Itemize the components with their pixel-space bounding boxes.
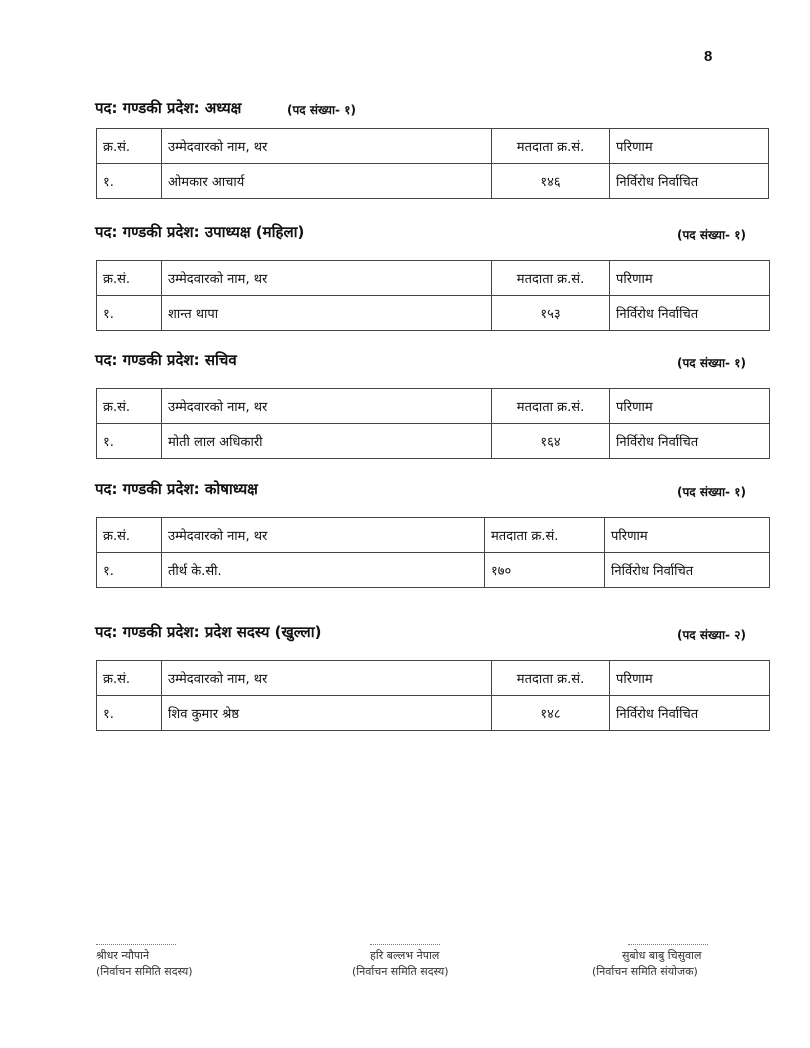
table-header-row [97,661,770,696]
cell-voter-no: १५३ [492,296,610,331]
header-result: परिणाम [610,129,769,164]
cell-voter-no: १४६ [492,164,610,199]
table-row [97,424,770,459]
section-title: पद: गण्डकी प्रदेश: अध्यक्ष [95,99,242,117]
section-title: पद: गण्डकी प्रदेश: कोषाध्यक्ष [95,480,258,498]
signature-member-2 [352,944,449,980]
header-voter-no: मतदाता क्र.सं. [492,261,610,296]
page-number: 8 [704,48,713,65]
header-name: उम्मेदवारको नाम, थर [162,661,492,696]
cell-serial: १. [97,424,162,459]
result-table [96,260,770,331]
result-table [96,388,770,459]
cell-voter-no: १६४ [492,424,610,459]
header-name: उम्मेदवारको नाम, थर [162,518,485,553]
post-count: (पद संख्या- १) [677,485,746,499]
cell-result: निर्विरोध निर्वाचित [610,296,770,331]
header-name: उम्मेदवारको नाम, थर [162,261,492,296]
header-result: परिणाम [610,661,770,696]
header-voter-no: मतदाता क्र.सं. [485,518,605,553]
header-voter-no: मतदाता क्र.सं. [492,389,610,424]
cell-serial: १. [97,296,162,331]
cell-serial: १. [97,553,162,588]
header-name: उम्मेदवारको नाम, थर [162,389,492,424]
table-header-row [97,129,769,164]
signatory-name: सुबोध बाबु चिसुवाल [622,949,702,962]
section-title: पद: गण्डकी प्रदेश: उपाध्यक्ष (महिला) [95,223,305,241]
header-result: परिणाम [610,261,770,296]
post-count: (पद संख्या- १) [677,228,746,242]
header-name: उम्मेदवारको नाम, थर [162,129,492,164]
section-title: पद: गण्डकी प्रदेश: प्रदेश सदस्य (खुल्ला) [95,623,322,641]
header-serial: क्र.सं. [97,389,162,424]
signature-line [370,944,440,946]
header-serial: क्र.सं. [97,661,162,696]
cell-serial: १. [97,696,162,731]
cell-serial: १. [97,164,162,199]
result-table [96,517,770,588]
signatory-role: (निर्वाचन समिति सदस्य) [352,965,449,978]
table-header-row [97,389,770,424]
table-row [97,553,770,588]
table-row [97,696,770,731]
signature-member-1 [96,944,193,980]
signature-line [628,944,708,946]
cell-name: मोती लाल अधिकारी [162,424,492,459]
cell-result: निर्विरोध निर्वाचित [610,164,769,199]
header-serial: क्र.सं. [97,261,162,296]
cell-result: निर्विरोध निर्वाचित [610,696,770,731]
cell-result: निर्विरोध निर्वाचित [610,424,770,459]
table-row [97,296,770,331]
cell-name: तीर्थ के.सी. [162,553,485,588]
table-row [97,164,769,199]
post-count: (पद संख्या- १) [677,356,746,370]
cell-voter-no: १४८ [492,696,610,731]
cell-name: ओमकार आचार्य [162,164,492,199]
table-header-row [97,261,770,296]
signatory-role: (निर्वाचन समिति संयोजक) [592,965,698,978]
post-count: (पद संख्या- १) [287,103,356,117]
cell-result: निर्विरोध निर्वाचित [605,553,770,588]
header-serial: क्र.सं. [97,129,162,164]
signature-line [96,944,176,946]
header-result: परिणाम [605,518,770,553]
result-table [96,128,769,199]
header-voter-no: मतदाता क्र.सं. [492,129,610,164]
header-result: परिणाम [610,389,770,424]
signatory-name: श्रीधर न्यौपाने [96,949,150,962]
cell-voter-no: १७० [485,553,605,588]
header-serial: क्र.सं. [97,518,162,553]
signature-coordinator [592,944,708,980]
post-count: (पद संख्या- २) [677,628,746,642]
table-header-row [97,518,770,553]
cell-name: शिव कुमार श्रेष्ठ [162,696,492,731]
result-table [96,660,770,731]
signatory-name: हरि बल्लभ नेपाल [370,949,440,962]
section-title: पद: गण्डकी प्रदेश: सचिव [95,351,237,369]
header-voter-no: मतदाता क्र.सं. [492,661,610,696]
cell-name: शान्त थापा [162,296,492,331]
signatory-role: (निर्वाचन समिति सदस्य) [96,965,193,978]
